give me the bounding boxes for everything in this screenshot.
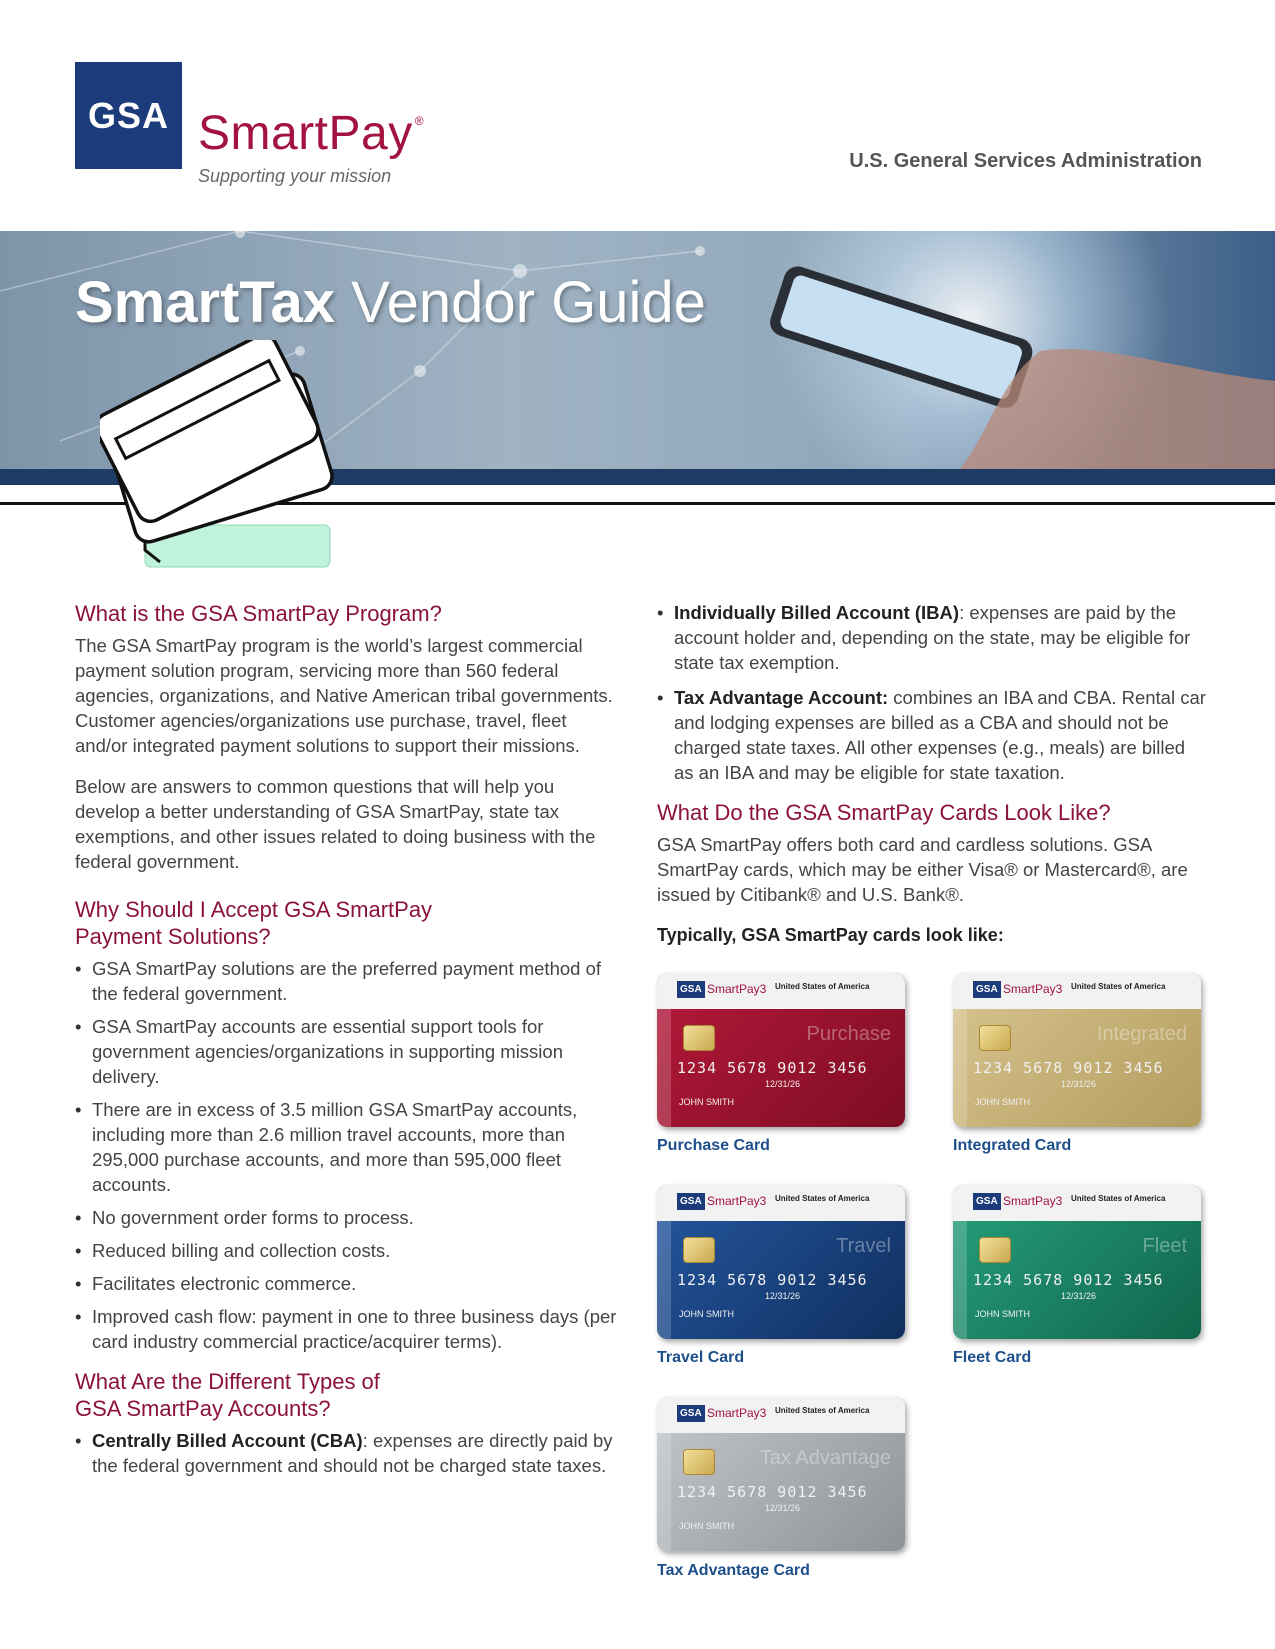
list-item: • There are in excess of 3.5 million GSA SmartPay accounts, including more than 2.6 million travel accounts, more than 295,000 purchase accounts, and more than 595,000 fleet accounts. (75, 1097, 620, 1197)
account-types-list-cont (657, 600, 1207, 785)
iba-text: : expenses are paid by the account holder and, depending on the state, may be eligible for state tax exemption. (674, 602, 1191, 673)
card-number: 1234 5678 9012 3456 (677, 1483, 868, 1501)
cba-term: Centrally Billed Account (CBA) (92, 1430, 363, 1451)
heading-account-types (75, 1368, 620, 1422)
card-expiry: 12/31/26 (765, 1079, 801, 1089)
chip-icon (683, 1449, 715, 1475)
tagline: Supporting your mission (198, 166, 392, 186)
card-kind: Travel (836, 1235, 891, 1257)
integrated-card-image (953, 973, 1201, 1127)
taa-term: Tax Advantage Account: (674, 687, 889, 708)
card-holder: JOHN SMITH (679, 1097, 734, 1107)
card-holder: JOHN SMITH (679, 1309, 734, 1319)
card-expiry: 12/31/26 (1061, 1291, 1097, 1301)
logo-name (198, 106, 425, 161)
list-item: • No government order forms to process. (75, 1205, 620, 1230)
cba-text: : expenses are directly paid by the federal government and should not be charged state taxes. (92, 1430, 613, 1476)
card-top (953, 973, 1201, 1009)
chip-icon (979, 1025, 1011, 1051)
card-expiry: 12/31/26 (765, 1503, 801, 1513)
card-brand: SmartPay3 (707, 982, 767, 996)
card-country: United States of America (1071, 982, 1166, 991)
card-number: 1234 5678 9012 3456 (677, 1059, 868, 1077)
iba-term: Individually Billed Account (IBA) (674, 602, 960, 623)
right-column (657, 600, 1207, 948)
heading-cards-look: What Do the GSA SmartPay Cards Look Like? (657, 800, 1111, 825)
card-brand: SmartPay3 (1003, 1194, 1063, 1208)
card-top (657, 1397, 905, 1433)
title-rest: Vendor Guide (335, 270, 706, 335)
card-country: United States of America (775, 1194, 870, 1203)
card-holder: JOHN SMITH (679, 1521, 734, 1531)
list-item: • Reduced billing and collection costs. (75, 1238, 620, 1263)
chip-icon (683, 1025, 715, 1051)
card-stack-icon (100, 340, 340, 570)
card-kind: Fleet (1142, 1235, 1187, 1257)
cards-subhead: Typically, GSA SmartPay cards look like: (657, 925, 1004, 945)
card-number: 1234 5678 9012 3456 (677, 1271, 868, 1289)
card-number: 1234 5678 9012 3456 (973, 1271, 1164, 1289)
card-kind: Integrated (1096, 1023, 1187, 1045)
card-expiry: 12/31/26 (1061, 1079, 1097, 1089)
card-expiry: 12/31/26 (765, 1291, 801, 1301)
integrated-card-caption: Integrated Card (953, 1137, 1072, 1154)
card-gsa-mark: GSA (677, 981, 705, 998)
fleet-card-caption: Fleet Card (953, 1349, 1032, 1366)
card-country: United States of America (775, 982, 870, 991)
heading-why-line2: Payment Solutions? (75, 924, 271, 949)
card-gsa-mark: GSA (677, 1193, 705, 1210)
card-holder: JOHN SMITH (975, 1097, 1030, 1107)
cards-description: GSA SmartPay offers both card and cardless solutions. GSA SmartPay cards, which may be either Visa® or Mastercard®, are issued by Citibank® and U.S. Bank®. (657, 834, 1188, 905)
card-brand: SmartPay3 (707, 1194, 767, 1208)
logo-name-text: SmartPay (198, 107, 413, 160)
heading-why-line1: Why Should I Accept GSA SmartPay (75, 897, 433, 922)
account-types-list (75, 1428, 620, 1478)
intro-paragraph: Below are answers to common questions that will help you develop a better understanding of GSA SmartPay, state tax exemptions, and other issues related to doing business with the federal government. (75, 776, 596, 872)
purchase-card-caption: Purchase Card (657, 1137, 770, 1154)
heading-why-accept (75, 896, 620, 950)
travel-card-caption: Travel Card (657, 1349, 745, 1366)
logo-mark-text: GSA (87, 94, 169, 136)
tax-advantage-card-caption: Tax Advantage Card (657, 1562, 810, 1579)
card-gsa-mark: GSA (677, 1405, 705, 1422)
card-gsa-mark: GSA (973, 1193, 1001, 1210)
page-title (75, 269, 706, 336)
card-holder: JOHN SMITH (975, 1309, 1030, 1319)
chip-icon (979, 1237, 1011, 1263)
card-kind: Tax Advantage (759, 1447, 891, 1469)
list-item-cba (75, 1428, 620, 1478)
card-gsa-mark: GSA (973, 981, 1001, 998)
card-kind: Purchase (806, 1023, 891, 1045)
list-item: • GSA SmartPay solutions are the preferred payment method of the federal government. (75, 956, 620, 1006)
list-item: • Improved cash flow: payment in one to three business days (per card industry commercial practice/acquirer terms). (75, 1304, 620, 1354)
chip-icon (683, 1237, 715, 1263)
registered-mark: ® (414, 114, 425, 128)
title-bold: SmartTax (75, 270, 336, 335)
list-item-tax-advantage (657, 685, 1207, 785)
agency-name: U.S. General Services Administration (849, 150, 1202, 172)
fleet-card-image (953, 1185, 1201, 1339)
purchase-card-image (657, 973, 905, 1127)
card-country: United States of America (775, 1406, 870, 1415)
card-top (657, 973, 905, 1009)
heading-program: What is the GSA SmartPay Program? (75, 601, 442, 626)
left-column (75, 600, 620, 1492)
travel-card-image (657, 1185, 905, 1339)
benefits-list (75, 956, 620, 1354)
card-number: 1234 5678 9012 3456 (973, 1059, 1164, 1077)
card-country: United States of America (1071, 1194, 1166, 1203)
card-top (953, 1185, 1201, 1221)
card-brand: SmartPay3 (1003, 982, 1063, 996)
gsa-logo-mark (75, 62, 182, 169)
heading-types-line1: What Are the Different Types of (75, 1369, 380, 1394)
list-item-iba (657, 600, 1207, 675)
heading-types-line2: GSA SmartPay Accounts? (75, 1396, 331, 1421)
taa-text: combines an IBA and CBA. Rental car and lodging expenses are billed as a CBA and should not be charged state taxes. All other expenses (e.g., meals) are billed as an IBA and may be eligible for state taxation. (674, 687, 1206, 783)
tax-advantage-card-image (657, 1397, 905, 1551)
card-brand: SmartPay3 (707, 1406, 767, 1420)
list-item: • Facilitates electronic commerce. (75, 1271, 620, 1296)
list-item: • GSA SmartPay accounts are essential support tools for government agencies/organizations in supporting mission delivery. (75, 1014, 620, 1089)
card-top (657, 1185, 905, 1221)
program-description: The GSA SmartPay program is the world’s largest commercial payment solution program, servicing more than 560 federal agencies, organizations, and Native American tribal governments. Customer agencies/organizations use purchase, travel, fleet and/or integrated payment solutions to support their missions. (75, 635, 613, 756)
